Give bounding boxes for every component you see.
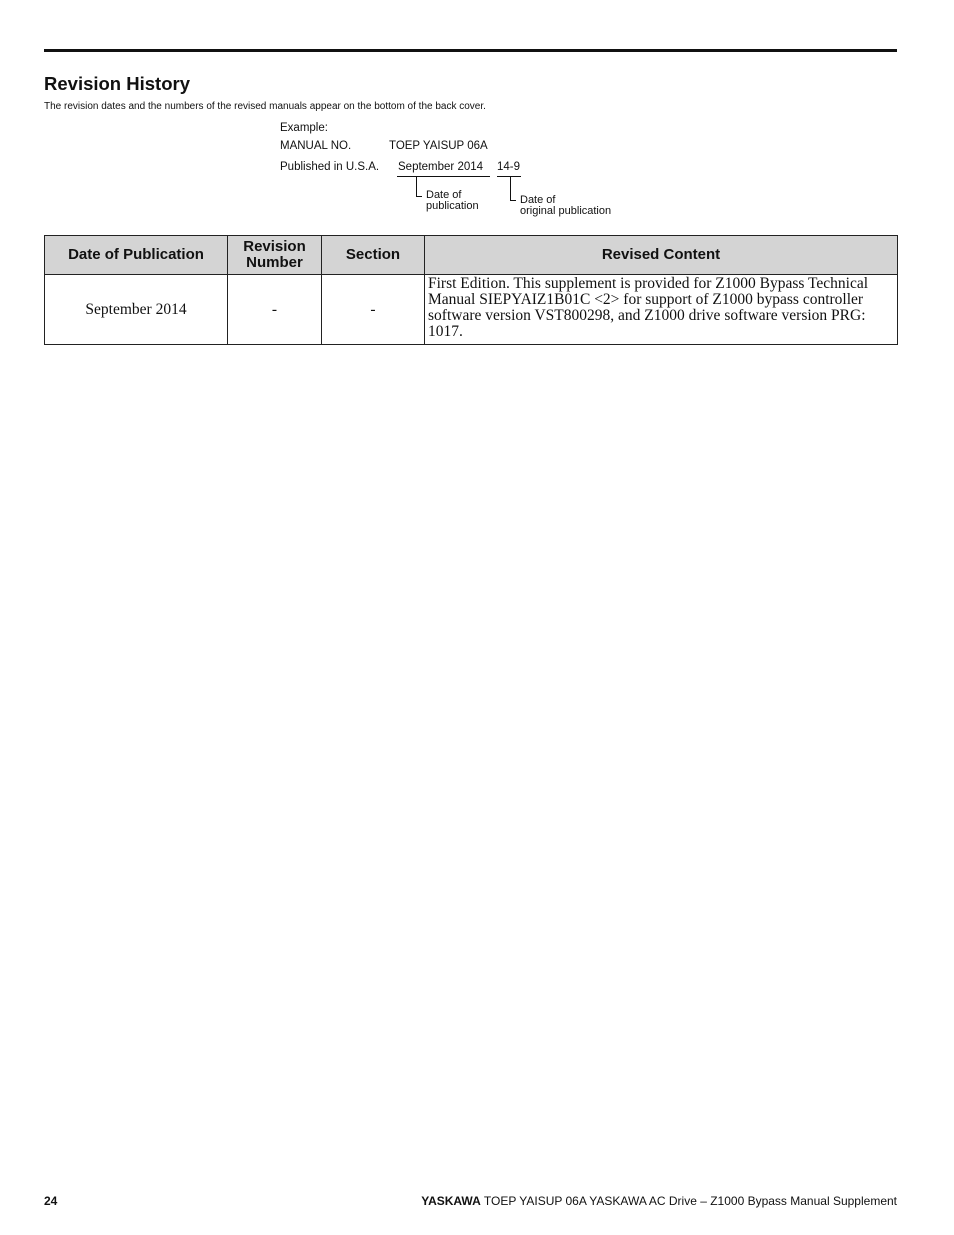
publication-callout-line	[416, 176, 417, 196]
header-revision-line2: Number	[246, 254, 303, 271]
revision-table	[44, 235, 898, 345]
original-code-example: 14-9	[497, 161, 521, 173]
footer-title-text: TOEP YAISUP 06A YASKAWA AC Drive – Z1000 Bypass Manual Supplement	[483, 1194, 897, 1208]
manual-no-value: TOEP YAISUP 06A	[389, 140, 488, 152]
cell-revised-content: First Edition. This supplement is provided for Z1000 Bypass Technical Manual SIEPYAIZ1B01C <2> for support of Z1000 bypass controller software version VST800298, and Z1000 drive software version PRG: 1017.	[425, 275, 898, 345]
publication-date-underline	[397, 176, 490, 177]
callout-publication-line1: Date of	[426, 189, 462, 201]
cell-date: September 2014	[45, 275, 228, 345]
intro-text: The revision dates and the numbers of the revised manuals appear on the bottom of the back cover.	[44, 101, 486, 112]
page-title: Revision History	[44, 73, 190, 94]
publication-callout-tick	[416, 196, 422, 197]
callout-publication-line2: publication	[426, 200, 479, 212]
example-label: Example:	[280, 122, 328, 134]
top-rule	[44, 49, 897, 52]
page-number: 24	[44, 1194, 58, 1208]
footer-brand: YASKAWA	[421, 1194, 481, 1208]
table-row	[45, 275, 898, 345]
footer-doc-title	[421, 1194, 897, 1208]
callout-original-line2: original publication	[520, 205, 612, 217]
cell-revision: -	[228, 275, 322, 345]
publication-date-example: September 2014	[398, 161, 484, 173]
header-revision-number	[228, 236, 322, 275]
cell-section: -	[322, 275, 425, 345]
original-code-underline	[497, 176, 521, 177]
header-revision-line1: Revision	[243, 238, 306, 255]
original-callout-tick	[510, 200, 516, 201]
manual-no-label: MANUAL NO.	[280, 140, 352, 152]
callout-original-line1: Date of	[520, 194, 556, 206]
published-label: Published in U.S.A.	[280, 161, 380, 173]
original-callout-line	[510, 176, 511, 200]
table-header-row	[45, 236, 898, 275]
header-revised-content: Revised Content	[425, 236, 898, 275]
header-date-of-publication: Date of Publication	[45, 236, 228, 275]
header-section: Section	[322, 236, 425, 275]
